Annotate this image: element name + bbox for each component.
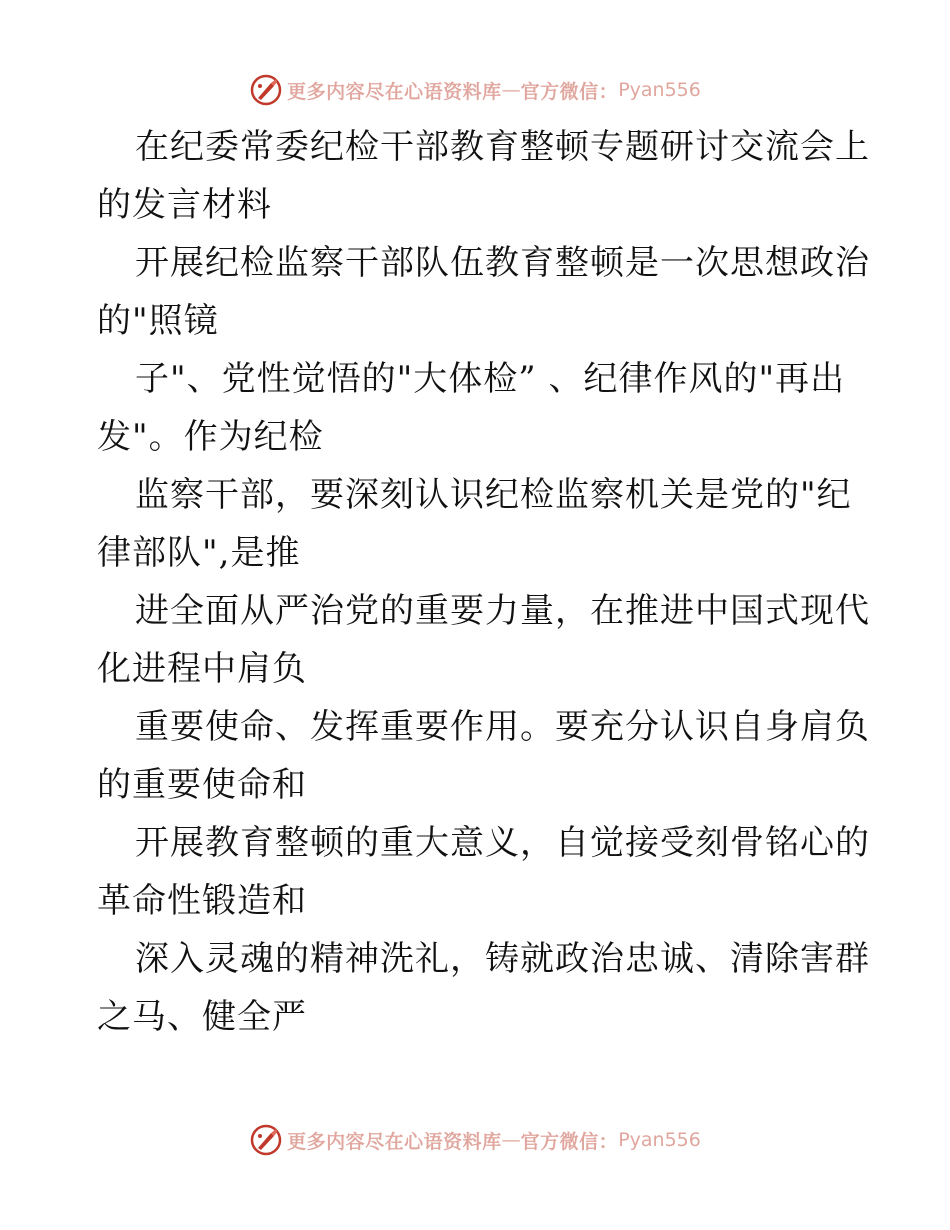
site-slogan: 更多内容尽在心语资料库 xyxy=(287,1130,502,1153)
paragraph-5 xyxy=(97,582,870,698)
paragraph-line: 在纪委常委纪检干部教育整顿专题研讨交流会上 xyxy=(135,127,870,167)
paragraph-8 xyxy=(97,930,870,1046)
banner-separator: — xyxy=(501,1129,521,1151)
document-body xyxy=(97,118,870,1046)
site-slogan: 更多内容尽在心语资料库 xyxy=(287,80,502,103)
wechat-id: Pyan556 xyxy=(618,1129,701,1151)
paragraph-line: 化进程中肩负 xyxy=(97,649,307,689)
paragraph-line: 革命性锻造和 xyxy=(97,881,307,921)
paragraph-line: 开展教育整顿的重大意义，自觉接受刻骨铭心的 xyxy=(135,823,870,863)
paragraph-line: 监察干部，要深刻认识纪检监察机关是党的"纪 xyxy=(135,475,852,515)
paragraph-line: 之马、健全严 xyxy=(97,997,307,1037)
paragraph-line: 进全面从严治党的重要力量，在推进中国式现代 xyxy=(135,591,870,631)
footer-banner xyxy=(0,1120,950,1160)
paragraph-1 xyxy=(97,118,870,234)
paragraph-7 xyxy=(97,814,870,930)
paragraph-2 xyxy=(97,234,870,350)
header-banner xyxy=(0,70,950,110)
banner-separator: — xyxy=(501,79,521,101)
wechat-id: Pyan556 xyxy=(618,79,701,101)
wechat-label: 官方微信： xyxy=(520,1130,619,1153)
paragraph-line: 子"、党性觉悟的"大体检” 、纪律作风的"再出 xyxy=(135,359,846,399)
wechat-label: 官方微信： xyxy=(520,80,619,103)
paragraph-line: 开展纪检监察干部队伍教育整顿是一次思想政治 xyxy=(135,243,870,283)
quill-logo-icon xyxy=(249,1123,283,1157)
paragraph-line: 的发言材料 xyxy=(97,185,272,225)
paragraph-4 xyxy=(97,466,857,582)
paragraph-line: 重要使命、发挥重要作用。要充分认识自身肩负 xyxy=(135,707,870,747)
paragraph-line: 律部队",是推 xyxy=(97,533,301,573)
paragraph-line: 发"。作为纪检 xyxy=(97,417,324,457)
paragraph-3 xyxy=(97,350,857,466)
paragraph-line: 深入灵魂的精神洗礼，铸就政治忠诚、清除害群 xyxy=(135,939,870,979)
paragraph-line: 的"照镜 xyxy=(97,301,219,341)
paragraph-6 xyxy=(97,698,870,814)
quill-logo-icon xyxy=(249,73,283,107)
paragraph-line: 的重要使命和 xyxy=(97,765,307,805)
